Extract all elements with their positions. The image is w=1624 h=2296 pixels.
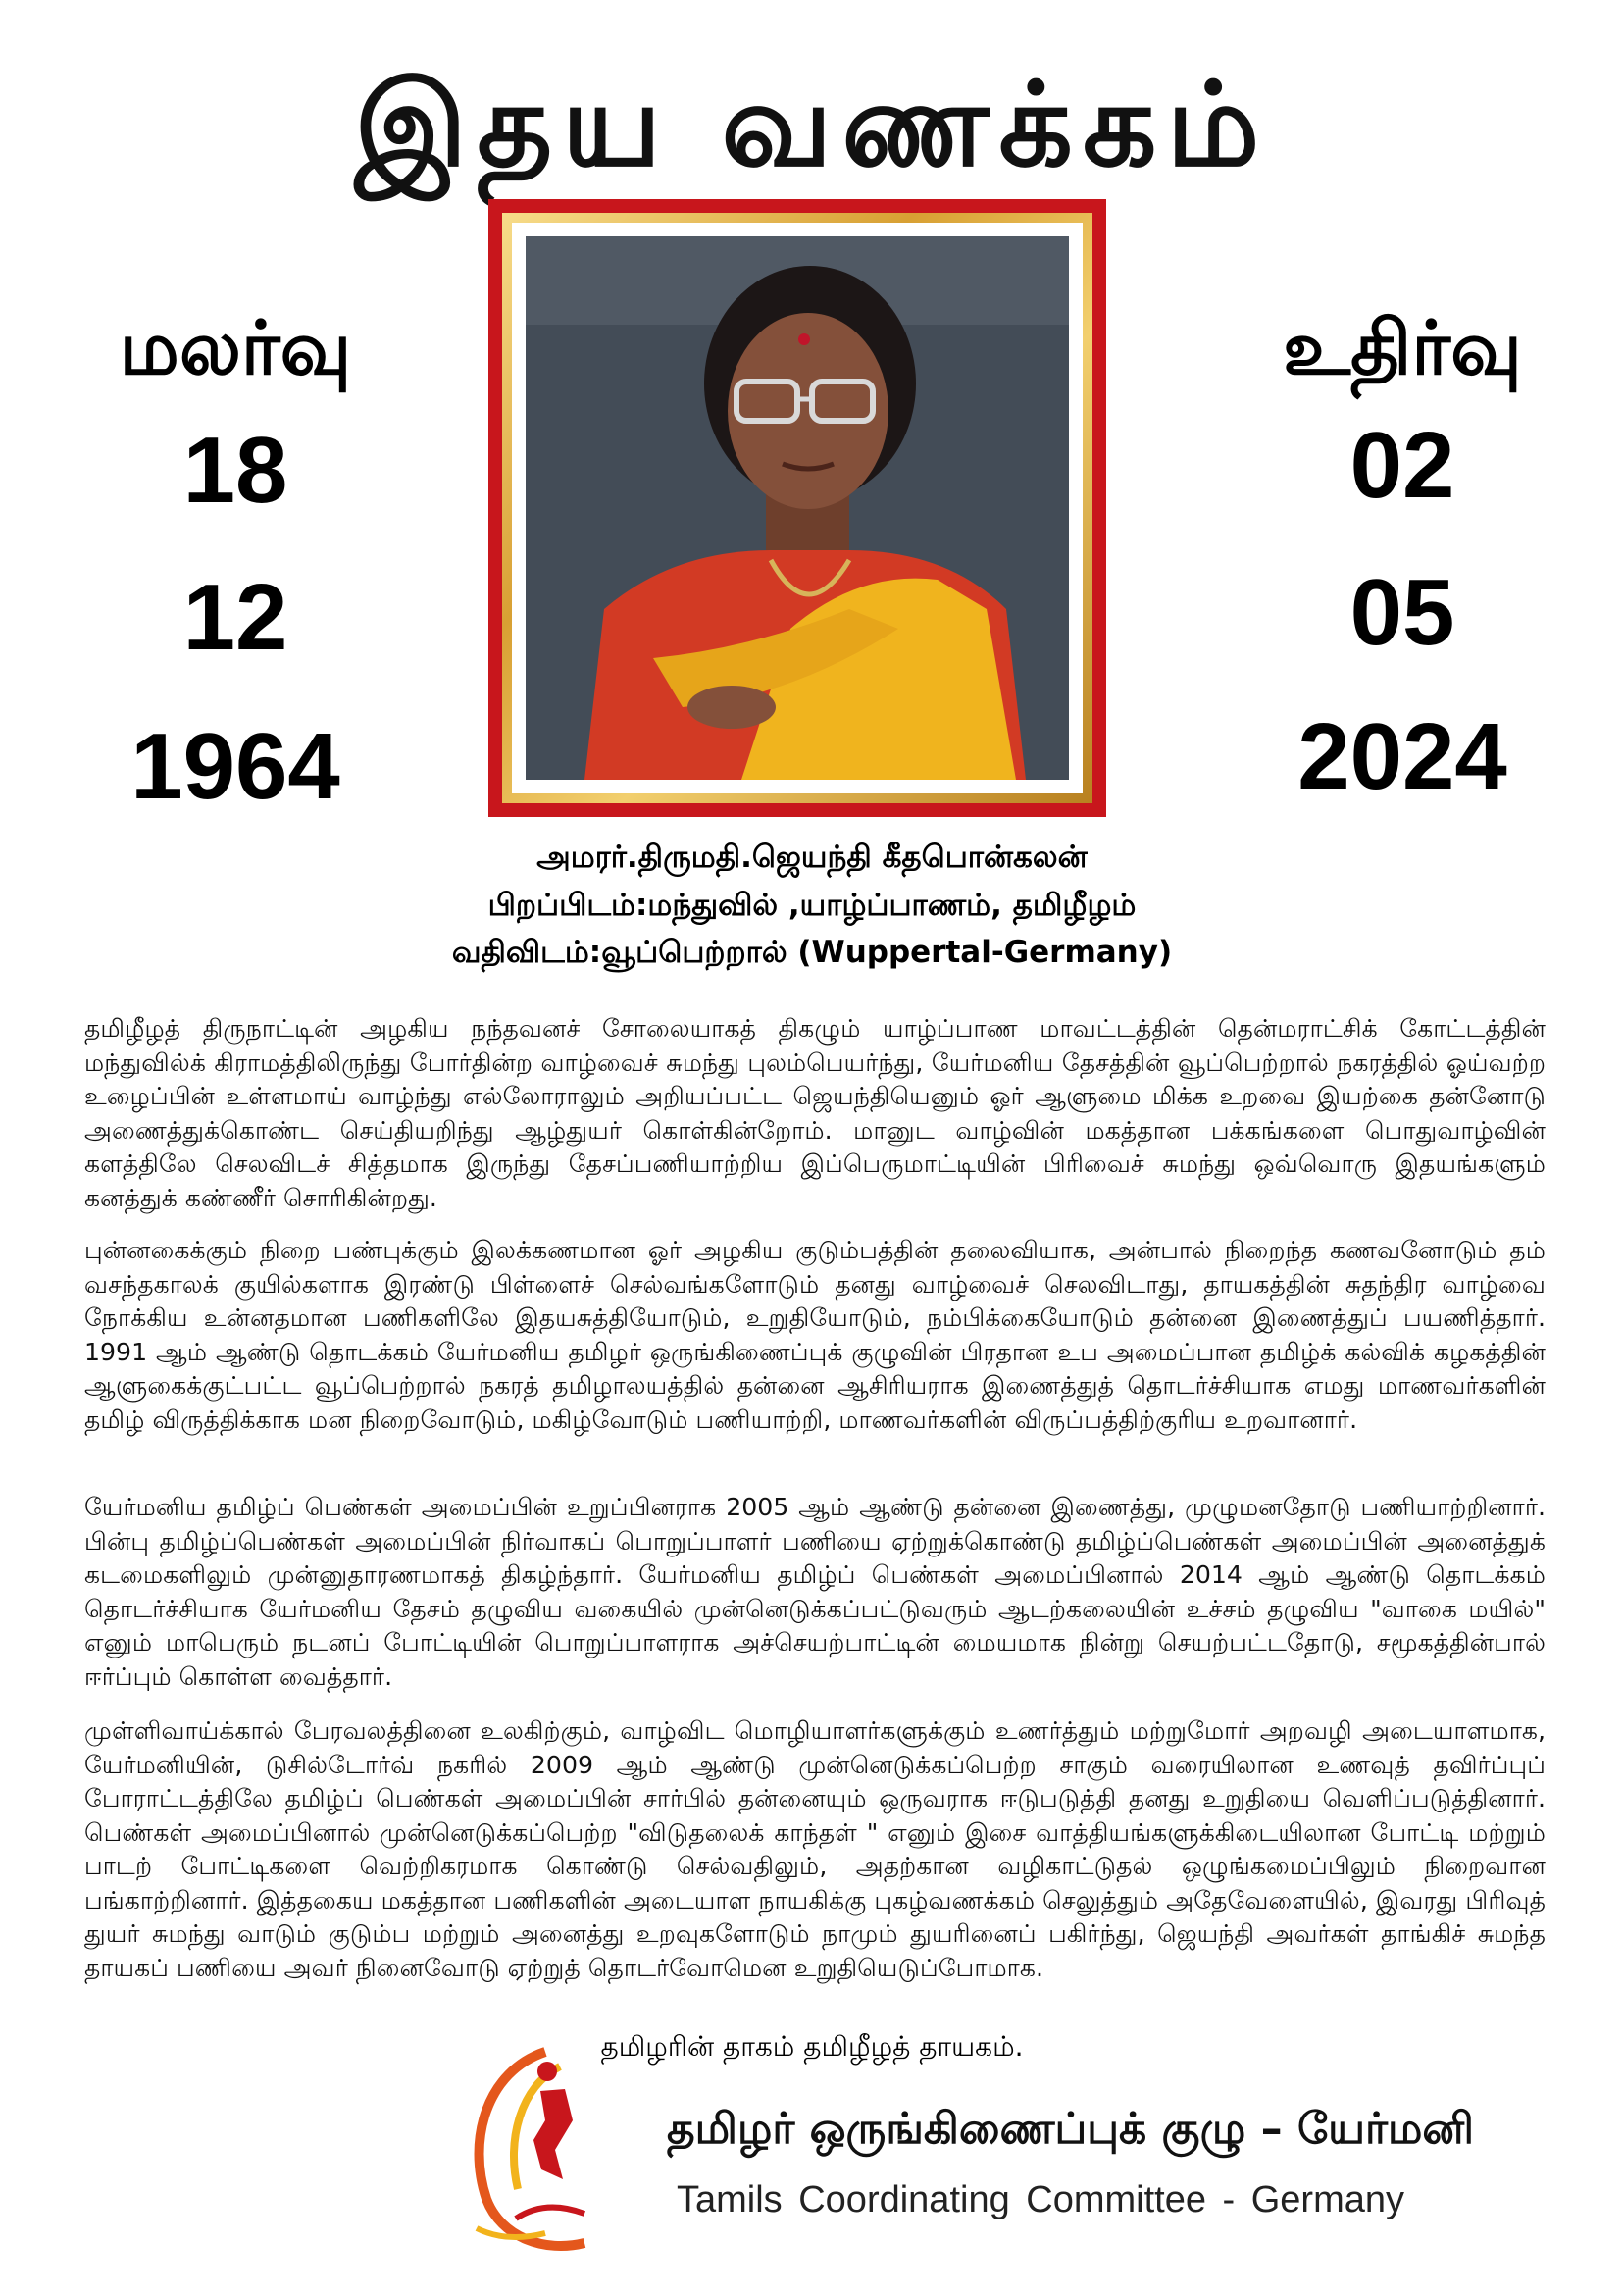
tribute-paragraph-4: முள்ளிவாய்க்கால் பேரவலத்தினை உலகிற்கும், வாழ்விட மொழியாளர்களுக்கும் உணர்த்தும் மற்றுமோர் அறவழி அடையாளமாக, யேர்மனியின், டுசில்டோர்வ் நகரில் 2009 ஆம் ஆண்டு முன்னெடுக்கப்பெற்ற சாகும் வரையிலான உணவுத் தவிர்ப்புப் போராட்டத்திலே தமிழ்ப் பெண்கள் அமைப்பின் சார்பில் தன்னையும் ஒருவராக ஈடுபடுத்தி தனது உறுதியை வெளிப்படுத்தினார். பெண்கள் அமைப்பினால் முன்னெடுக்கப்பெற்ற "விடுதலைக் காந்தள் " எனும் இசை வாத்தியங்களுக்கிடையிலான போட்டி மற்றும் பாடற் போட்டிகளை வெற்றிகரமாக கொண்டு செல்வதிலும், அதற்கான வழிகாட்டுதல் ஒழுங்கமைப்பிலும் நிறைவான பங்காற்றினார். இத்தகைய மகத்தான பணிகளின் அடையாள நாயகிக்கு புகழ்வணக்கம் செலுத்தும் அதேவேளையில், இவரது பிரிவுத் துயர் சுமந்து வாடும் குடும்ப மற்றும் அனைத்து உறவுகளோடும் நாமும் துயரினைப் பகிர்ந்து, ஜெயந்தி அவர்கள் தாங்கிச் சுமந்த தாயகப் பணியை அவர் நினைவோடு ஏற்றுத் தொடர்வோமென உறுதியெடுப்போமாக. bbox=[84, 1716, 1546, 1982]
portrait-frame bbox=[488, 199, 1106, 817]
death-day: 02 bbox=[1349, 413, 1455, 518]
death-label: உதிர்வு bbox=[1283, 304, 1522, 391]
slogan: தமிழரின் தாகம் தமிழீழத் தாயகம். bbox=[600, 2030, 1024, 2063]
birthplace: பிறப்பிடம்:மந்துவில் ,யாழ்ப்பாணம், தமிழீழம் bbox=[487, 888, 1137, 923]
portrait-mat bbox=[512, 223, 1083, 793]
portrait-gold-border bbox=[502, 213, 1092, 803]
birth-month: 12 bbox=[182, 565, 288, 670]
tribute-paragraph-3: யேர்மனிய தமிழ்ப் பெண்கள் அமைப்பின் உறுப்பினராக 2005 ஆம் ஆண்டு தன்னை இணைத்து, முழுமனதோடு பணியாற்றினார். பின்பு தமிழ்ப்பெண்கள் அமைப்பின் நிர்வாகப் பொறுப்பாளர் பணியை ஏற்றுக்கொண்டு தமிழ்ப்பெண்கள் அமைப்பின் அனைத்துக் கடமைகளிலும் முன்னுதாரணமாகத் திகழ்ந்தார். யேர்மனிய தமிழ்ப் பெண்கள் அமைப்பினால் 2014 ஆம் ஆண்டு தொடக்கம் தொடர்ச்சியாக யேர்மனிய தேசம் தழுவிய வகையில் முன்னெடுக்கப்பட்டுவரும் ஆடற்கலையின் உச்சம் தழுவிய "வாகை மயில்" எனும் மாபெரும் நடனப் போட்டியின் பொறுப்பாளராக அச்செயற்பாட்டின் மையமாக நின்று செயற்பட்டதோடு, சமூகத்தின்பால் ஈர்ப்பும் கொள்ள வைத்தார். bbox=[84, 1493, 1546, 1691]
organization-name-english: Tamils Coordinating Committee - Germany bbox=[677, 2179, 1405, 2220]
organization-name-tamil: தமிழர் ஒருங்கிணைப்புக் குழு – யேர்மனி bbox=[667, 2104, 1474, 2154]
tribute-paragraph-1: தமிழீழத் திருநாட்டின் அழகிய நந்தவனச் சோலையாகத் திகழும் யாழ்ப்பாண மாவட்டத்தின் தென்மராட்சிக் கோட்டத்தின் மந்துவில்க் கிராமத்திலிருந்து போர்தின்ற வாழ்வைச் சுமந்து புலம்பெயர்ந்து, யேர்மனிய தேசத்தின் வூப்பெற்றால் நகரத்தில் ஓய்வற்ற உழைப்பின் உள்ளமாய் வாழ்ந்து எல்லோராலும் அறியப்பட்ட ஜெயந்தியெனும் ஓர் ஆளுமை மிக்க உறவை இயற்கை தன்னோடு அணைத்துக்கொண்ட செய்தியறிந்து ஆழ்துயர் கொள்கின்றோம். மானுட வாழ்வின் மகத்தான பக்கங்களை பொதுவாழ்வின் களத்திலே செலவிடச் சித்தமாக இருந்து தேசப்பணியாற்றிய இப்பெருமாட்டியின் பிரிவைச் சுமந்து ஒவ்வொரு இதயங்களும் கனத்துக் கண்ணீர் சொரிகின்றது. bbox=[84, 1014, 1546, 1212]
page-title: இதய வணக்கம் bbox=[354, 56, 1270, 192]
death-month: 05 bbox=[1349, 560, 1455, 665]
residence: வதிவிடம்:வூப்பெற்றால் (Wuppertal-Germany) bbox=[451, 935, 1173, 970]
tribute-paragraph-2: புன்னகைக்கும் நிறை பண்புக்கும் இலக்கணமான ஓர் அழகிய குடும்பத்தின் தலைவியாக, அன்பால் நிறைந்த கணவனோடும் தம் வசந்தகாலக் குயில்களாக இரண்டு பிள்ளைச் செல்வங்களோடும் தனது வாழ்வைச் செலவிடாது, தாயகத்தின் சுதந்திர வாழ்வை நோக்கிய உன்னதமான பணிகளிலே இதயசுத்தியோடும், உறுதியோடும், நம்பிக்கையோடும் தன்னை இணைத்துப் பயணித்தார். 1991 ஆம் ஆண்டு தொடக்கம் யேர்மனிய தமிழர் ஒருங்கிணைப்புக் குழுவின் பிரதான உப அமைப்பான தமிழ்க் கல்விக் கழகத்தின் ஆளுகைக்குட்பட்ட வூப்பெற்றால் நகரத் தமிழாலயத்தில் தன்னை ஆசிரியராக இணைத்துத் தொடர்ச்சியாக எமது மாணவர்களின் தமிழ் விருத்திக்காக மன நிறைவோடும், மகிழ்வோடும் பணியாற்றி, மாணவர்களின் விருப்பத்திற்குரிய உறவானார். bbox=[84, 1236, 1546, 1434]
organization-logo bbox=[447, 2032, 643, 2258]
portrait-photo bbox=[526, 236, 1069, 780]
birth-label: மலர்வு bbox=[119, 304, 352, 391]
birth-year: 1964 bbox=[130, 714, 340, 819]
birth-day: 18 bbox=[182, 418, 288, 523]
death-year: 2024 bbox=[1297, 704, 1507, 809]
portrait-illustration bbox=[526, 236, 1069, 780]
person-name: அமரர்.திருமதி.ஜெயந்தி கீதபொன்கலன் bbox=[536, 840, 1088, 875]
